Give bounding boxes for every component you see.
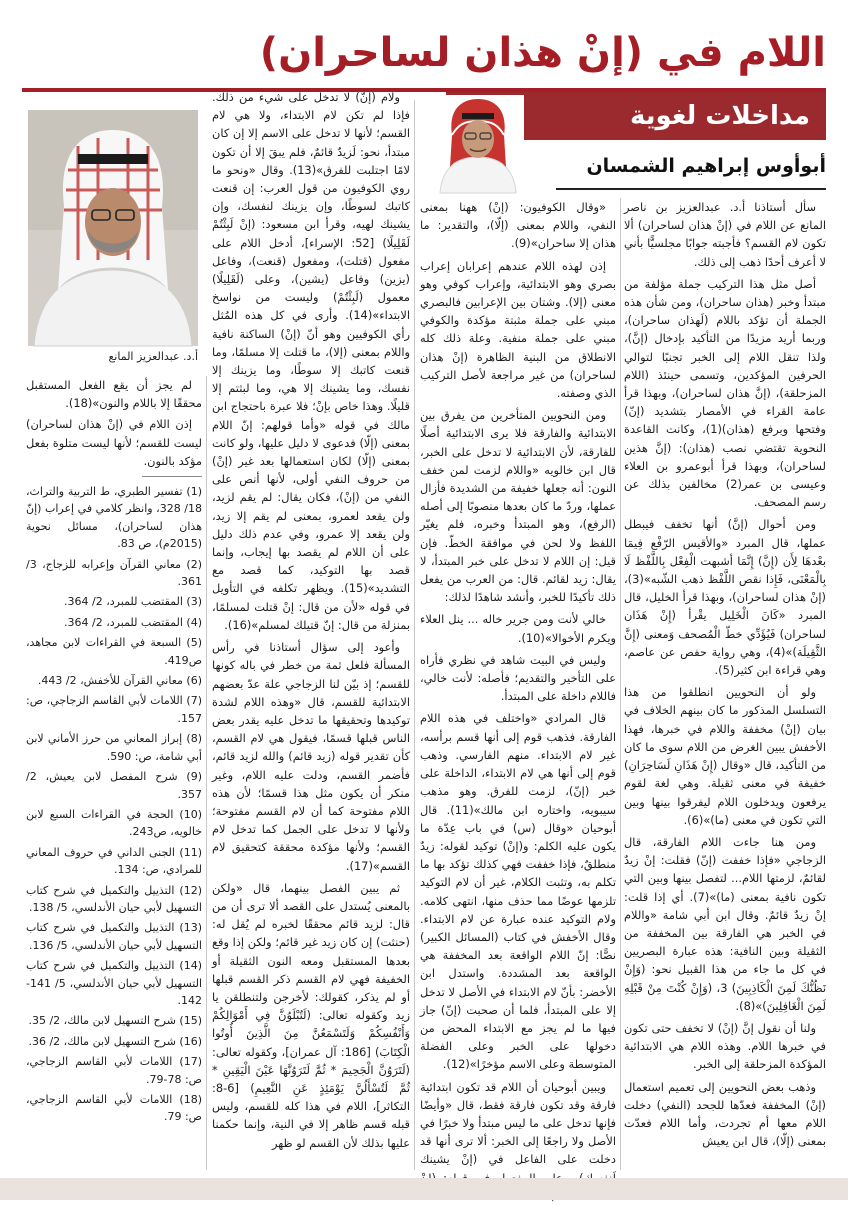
reference-item: (16) شرح التسهيل لابن مالك، 2/ 36.	[28, 1034, 202, 1048]
author-rule	[556, 188, 826, 190]
headline: اللام في (إنْ هذان لساحران)	[259, 30, 826, 76]
references-divider	[142, 476, 202, 477]
reference-item: (17) اللامات لأبي القاسم الزجاجي، ص: 78-79.	[26, 1055, 202, 1086]
column-divider	[620, 198, 621, 1170]
paragraph: ومن النحويين المتأخرين من يفرق بين الابتدائية والفارقة فلا يرى الابتدائية أصلًا للفارقة، لأن الابتدائية لا تدخل على الخبر، قال ابن خالويه «واللام لزمت لمن خفف النون: أنه جعلها خفيفة من الشديدة فأزال عملها، وردّ ما كان بعدها منصوبًا إلى أصله (الرفع)، وهو المبتدأ وخبره، فلم يغيّر اللفظ ولا لحن في موافقة الخطّ. فإن قيل: إن اللام لا تدخل على خبر المبتدأ، لا يقال: زيد لقائم. قال: من العرب من يفعل ذلك تأكيدًا للخبر، وأنشد شاهدًا لذلك:	[420, 408, 616, 605]
column-tag-label: مداخلات لغوية	[630, 101, 810, 131]
verse-quote: خالي لأنت ومن جرير خاله ... ينل العلاء ويكرم الأخوالا»(10).	[420, 612, 616, 645]
subject-photo-caption: أ.د. عبدالعزيز المانع	[108, 350, 198, 363]
reference-item: (3) المقتضب للمبرد، 2/ 364.	[64, 595, 202, 609]
reference-item: (18) اللامات لأبي القاسم الزجاجي، ص: 79.	[26, 1093, 202, 1124]
paragraph: سأل أستاذنا أ.د. عبدالعزيز بن ناصر المانع عن اللام في (إنْ هذان لساحران) ألا تكون لام القسم؟ فأجبته جوابًا مجلسيًّا بأني لا أعرف أحدًا ذهب إلى ذلك.	[624, 200, 826, 269]
paragraph: لم يجز أن يقع الفعل المستقبل محققًا إلا باللام والنون»(18).	[26, 378, 202, 411]
paragraph: قال المرادي «واختلف في هذه اللام الفارقة. فذهب قوم إلى أنها قسم برأسه، غير لام الابتداء. منهم الفارسي. وذهب قوم إلى أنها هي لام الابتداء، الداخلة على خبر (إنّ)، لزمت للفرق. وهو مذهب سيبويه، واختاره ابن مالك»(11). قال أبوحيان «وقال (س) في باب عِدّة ما يكون عليه الكلم: و(إنْ) توكيد لقوله: زيدٌ منطلقٌ، فإذا خففت فهي كذلك تؤكد بها ما تكلم به، وتثبت الكلام، غير أن لام التوكيد تلزمها عوضًا مما حذف منها، انتهى كلامه. ولام التوكيد عنده عبارة عن لام الابتداء. وقال الأخفش في كتاب (المسائل الكبير) نصًّا: إنّ اللام الواقعة بعد المخففة هي الواقعة بعد المشددة. واستدل ابن الأخضر: بأنّ لام الابتداء في الأصل لا تدخل إلا على المبتدأ، فلما أن صحبت (إنّ) جاز فيها ما لم يجز مع الابتداء المحض من دخولها على الخبر وعلى الفضلة المتوسطة وعلى الاسم مؤخرًا»(12).	[420, 711, 616, 1072]
reference-item: (5) السبعة في القراءات لابن مجاهد، ص419.	[26, 636, 202, 667]
article-column-4	[26, 376, 202, 1170]
reference-item: (12) التذييل والتكميل في شرح كتاب التسهيل لأبي حيان الأندلسي، 5/ 138.	[26, 883, 202, 914]
paragraph: «وقال الكوفيون: (إنْ) ههنا بمعنى النفي، واللام بمعنى (إلّا)، والتقدير: ما هذان إلا ساحران»(9).	[420, 200, 616, 251]
reference-item: (2) معاني القرآن وإعرابه للزجاج، 3/ 361.	[26, 557, 202, 589]
closing-text	[26, 376, 202, 470]
paragraph: وذهب بعض النحويين إلى تعميم استعمال (إنْ) المخففة فعدّها للجحد (النفي) دخلت اللام معها أم تجردت، وأما اللام فعدّت بمعنى (إلّا)، قال ابن يعيش	[624, 1079, 826, 1149]
reference-item: (1) تفسير الطبري، ط التربية والتراث، 18/ 328، وانظر كلامي في إعراب (إنّ هذان لساحران)، مسائل نحوية (2015م)، ص 83.	[26, 485, 203, 551]
paragraph: ولنا أن نقول إنَّ (إنْ) لا تخفف حتى تكون في خبرها اللام. وهذه اللام هي الابتدائية المؤكدة المزحلقة إلى الخبر.	[624, 1020, 826, 1072]
author-name: أبوأوس إبراهيم الشمسان	[586, 155, 826, 177]
reference-item: (11) الجنى الداني في حروف المعاني للمرادي، ص: 134.	[26, 845, 202, 877]
subject-portrait-image	[28, 110, 198, 346]
column-divider	[414, 100, 415, 1170]
paragraph: ومن هنا جاءت اللام الفارقة، قال الزجاجي «فإذا خففت (إنّ) فقلت: إنْ زيدٌ لقائمٌ، لزمتها اللام... لتفصل بينها وبين التي تكون نافية بمعنى (ما)»(7). أي إذا قلت: إنْ زيدٌ قائمٌ. وقال ابن أبي شامة «واللام في الخبر هي الفارقة بين المخففة من الثقيلة وبين النافية: هذه عبارة البصريين في كل ما جاء من هذا القبيل نحو: (وَإِنْ نَظُنُّكَ لَمِنَ الْكَاذِبِينَ) 3، (وَإِنْ كُنْتَ مِنْ قَبْلِهِ لَمِنَ الْغَافِلِينَ)»(8).	[624, 834, 826, 1013]
article-column-2	[420, 198, 616, 1170]
reference-item: (14) التذييل والتكميل في شرح كتاب التسهيل لأبي حيان الأندلسي، 5/ 141-142.	[26, 959, 202, 1007]
article-column-3	[212, 88, 410, 1170]
subject-photo	[28, 110, 198, 346]
reference-item: (15) شرح التسهيل لابن مالك، 2/ 35.	[28, 1014, 202, 1028]
references-list	[26, 483, 202, 1126]
paragraph: إذن اللام في (إنْ هذان لساحران) ليست للقسم؛ لأنها ليست متلوة بفعل مؤكد بالنون.	[26, 417, 202, 468]
paragraph: ومن أحوال (إنَّ) أنها تخفف فيبطل عملها، قال المبرد «والأقيس الرّفْع فِيمَا بعْدهَا لِأَن (إِنَّ) إِنَّمَا أشبهت الْفِعْل بِاللَّفْظ لَا بِالْمَعْنَى، فَإِذا نقص اللَّفْظ ذهب الشّبه»(3)، (إنْ هذان لساحران)، وبهذا قرأ الخليل، قال المبرد «كَانَ الْخَلِيل يقْرأ (إِنْ هَذَان لساحران) فَيُؤَدِّي خطّ الْمُصحف وَمعنى (إِنَّ الثَّقِيلَة)»(4)، وهي رواية حفص عن عاصم، وهي قراءة ابن كثير(5).	[624, 517, 826, 678]
paragraph: ويبين أبوحيان أن اللام قد تكون ابتدائية فارقة وقد تكون فارقة فقط، قال «وأيضًا فإنها تدخل على ما ليس مبتدأ ولا خبرًا في الأصل ولا راجعًا إلى الخبر: ألا ترى أنها قد دخلت على الفاعل في (إنْ يشينك	[420, 1079, 616, 1167]
reference-item: (4) المقتضب للمبرد، 2/ 364.	[64, 615, 202, 629]
reference-item: (10) الحجة في القراءات السبع لابن خالويه، ص243.	[26, 807, 202, 839]
reference-item: (7) اللامات لأبي القاسم الزجاجي، ص: 157.	[26, 694, 202, 725]
paragraph: إذن لهذه اللام عندهم إعرابان إعراب بصري وهو الابتدائية، وإعراب كوفي وهو معنى (إلا). وشتان بين الإعرابين فالبصري مبني على جملة مثبتة مؤكدة والكوفي مبني على جملة منفية. وعلة ذلك كله الانطلاق من البنية الظاهرة (إنْ هذان لساحران) من غير مراجعة لأصل التركيب الذي وصفته.	[420, 258, 616, 401]
paragraph: أصل مثل هذا التركيب جملة مؤلفة من مبتدأ وخبر (هذان ساحران)، ومن شأن هذه الجملة أن تؤكد باللام (لَهذان ساحران)، وربما أريد مزيدًا من التأكيد بإدخال (إنَّ)، ولذا تنقل اللام إلى الخبر تجنبًا لتوالي الحرفين المؤكدين، وتسمى حينئذ (اللام المزحلقة)، (إنَّ هذان لساحران)، وبهذا قرأ عامة القراء في الأمصار بتشديد (إنّ) وفتحها وبرفع (هذان)(1)، وكانت القاعدة النحوية تقتضي نصب (هذان): (إنَّ هذين لساحران)، وبهذا قرأ أبوعمرو بن العلاء وعيسى بن عمر(2) مخالفين بذلك عن رسم المصحف.	[624, 276, 826, 510]
reference-item: (8) إبراز المعاني من حرز الأماني لابن أبي شامة، ص: 590.	[26, 732, 202, 763]
paragraph: وليس في البيت شاهد في نظري فأراه على التأخير والتقديم؛ فأصله: لأنت خالي، فاللام داخلة على المبتدأ.	[420, 652, 616, 704]
paragraph: ثم يبين الفصل بينهما، قال «ولكن بالمعنى يُستدل على القصد ألا ترى أن من قال: لزيد قائم محققًا لخبره لم يُقل له: (حنثت) إن كان زيد غير قائم؛ ولكن إذا وقع بعدها المستقبل ومعه النون الثقيلة أو الخفيفة فهي لام القسم ذكر القسم قبلها أو لم يذكر، كقولك: لأخرجن ولتنطلقن يا زيد وكقوله تعالى: (لَتُبْلَوُنَّ فِي أَمْوَالِكُمْ وَأَنْفُسِكُمْ وَلَتَسْمَعُنَّ مِنَ الَّذِينَ أُوتُوا الْكِتَابَ) [186: آل عمران]، وكقوله تعالى: (لَتَرَوُنَّ الْجَحِيمَ * ثُمَّ لَتَرَوُنَّهَا عَيْنَ الْيَقِينِ * ثُمَّ لَتُسْأَلُنَّ يَوْمَئِذٍ عَنِ النَّعِيمِ) [6-8: التكاثر]، اللام في هذا كله للقسم، وليس قبله قسم ظاهر إلا في النية، وإنما حكمنا عليها بذلك لأن القسم لو ظهر	[212, 880, 410, 1150]
paragraph: وأعود إلى سؤال أستاذنا في رأس المسألة فلعل ثمة من خطر في باله كونها للقسم؛ إذ بيّن لنا الزجاجي علة عدّ بعضهم الابتدائية للقسم، قال «وهذه اللام لشدة توكيدها وتحقيقها ما تدخل عليه يقدر بعض الناس قبلها قسمًا، فيقول هي لام القسم، كأن تقدير قوله (زيد قائم) والله لزيد قائم، فأضمر القسم، ودلت عليه اللام، وغير منكر أن يكون مثل هذا قسمًا؛ لأن هذه اللام مفتوحة كما أن لام القسم مفتوحة؛ ولأنها لا تدخل على الجمل كما تدخل لام القسم؛ ولأنها مؤكدة محققة كتحقيق لام القسم»(17).	[212, 640, 410, 873]
reference-item: (9) شرح المفصل لابن يعيش، 2/ 357.	[26, 770, 202, 801]
author-portrait-image	[432, 95, 524, 193]
paragraph: ولام (إنّ) لا تدخل على شيء من ذلك. فإذا لم تكن لام الابتداء، ولا هي لام القسم؛ لأنها لا تدخل على الاسم إلا إن كان مبتدأ، نحو: لَزيدٌ قائمٌ، فلم يبقَ إلا أن تكون لامًا اجتلبت للفرق»(13). وقال «ونحو ما روي الكوفيون من قول العرب: إن قنعت كاتبك لسوطًا، وإن يزينك لنفسك، وإن يشينك لهيه، وقرأ ابن مسعود: (إنْ لَبِثْتُمْ لَقَلِيلًا) [52: الإسراء]، أدخل اللام على مفعول (قتلت)، ومفعول (قنعت)، وفاعل (يزين) وفاعل (يشين)، وعلى (لَقَلِيلًا) معمول (لَبِثْتُمْ) وليست من نواسخ الابتداء»(14). وأرى في كل هذه المُثل رأي الكوفيين وهو أنّ (إنْ) الساكنة نافية واللام بمعنى (إلا)، ما قتلت إلا مسلمًا، وما قنعت كاتبك إلا سوطًا، وما يزينك إلا نفسك، وما يشينك إلا هي، وما لبثتم إلا قليلًا. وهذا خاص بإنْ؛ فلا عبرة باحتجاج ابن مالك في قوله «وأما قولهم: إنّ اللام بمعنى (إلّا) فدعوى لا دليل عليها، ولو كانت بمعنى (إلّا) لكان استعمالها بعد غير (إنْ) من حروف النفي أولى، لأنها أنص على النفي من (إنْ)، فكان يقال: لم يقم لزيد، ولن يقعد لعمرو، بمعنى لم يقم إلا زيد، ولن يقعد إلا عمرو، وفي عدم ذلك دليل على أن اللام لم يقصد بها إيجاب، وإنما قصد بها التوكيد، كما قصد مع التشديد»(15). ويظهر تكلفه في التأويل في قوله «لأن من قال: إنْ قتلت لمسلمًا، بمنزلة من قال: إنّ قتيلك لمسلم»(16).	[212, 90, 411, 632]
reference-item: (13) التذييل والتكميل في شرح كتاب التسهيل لأبي حيان الأندلسي، 5/ 136.	[26, 921, 202, 952]
author-photo	[432, 95, 524, 193]
column-divider	[206, 376, 207, 1170]
article-column-1	[624, 198, 826, 1170]
page-footer-band	[0, 1178, 848, 1200]
paragraph: ولو أن النحويين انطلقوا من هذا التسلسل المذكور ما كان بينهم الخلاف في بيان (إنْ) مخففة واللام في خبرها، فهذا الأخفش يبين الغرض من اللام سوى ما كان من التأكيد، قال «وقال (إِنْ هَذَانِ لَسَاحِرَانِ) خفيفة في معنى ثقيلة. وهي لغة لقوم يرفعون ويدخلون اللام ليفرقوا بينها وبين التي تكون في معنى (ما)»(6).	[624, 685, 826, 827]
reference-item: (6) معاني القرآن للأخفش، 2/ 443.	[37, 674, 202, 688]
